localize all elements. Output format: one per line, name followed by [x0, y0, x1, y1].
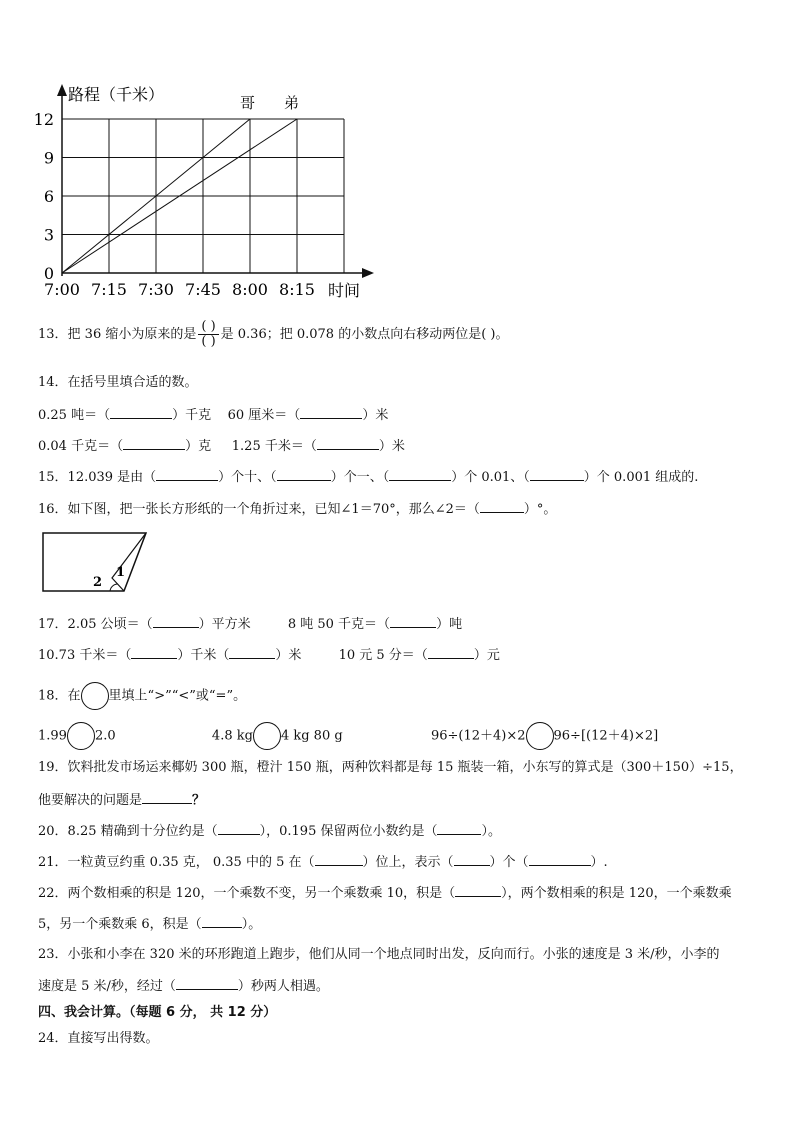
x-tick-label: 7:00 [44, 280, 80, 299]
y-tick-label: 9 [43, 148, 54, 168]
legend-younger-brother: 弟 [284, 94, 300, 112]
question-18-title: 18．在 里填上“>”“<”或“=”。 [38, 682, 246, 710]
question-15: 15．12.039 是由（ ）个十、（ ）个一、（ ）个 0.01、（ ）个 0.001 组成的. [38, 470, 699, 485]
y-tick-label: 0 [43, 264, 54, 283]
x-axis-label: 时间 [328, 281, 361, 300]
x-tick-label: 7:45 [185, 280, 221, 299]
question-20: 20．8.25 精确到十分位约是（ ），0.195 保留两位小数约是（ ）。 [38, 824, 501, 839]
y-tick-label: 6 [43, 187, 54, 206]
question-14-title: 14．在括号里填合适的数。 [38, 375, 198, 390]
compare-circle-3[interactable] [526, 722, 554, 750]
x-tick-label: 7:15 [91, 280, 127, 299]
question-17-row-2: 10.73 千米＝（ ）千米（ ）米 10 元 5 分＝（ ）元 [38, 648, 500, 663]
x-tick-label: 8:00 [232, 280, 268, 299]
question-22-line-2: 5，另一个乘数乘 6，积是（ ）。 [38, 917, 262, 932]
question-14-row-2: 0.04 千克＝（ ）克 1.25 千米＝（ ）米 [38, 439, 405, 454]
section-4-heading: 四、我会计算。（每题 6 分， 共 12 分） [38, 1005, 277, 1020]
y-axis-label: 路程（千米） [68, 85, 165, 104]
compare-circle [81, 682, 109, 710]
question-21: 21．一粒黄豆约重 0.35 克， 0.35 中的 5 在（ ）位上，表示（ ）个（ ）. [38, 855, 608, 870]
question-23-line-1: 23．小张和小李在 320 米的环形跑道上跑步，他们从同一个地点同时出发，反向而行。小张的速度是 3 米/秒，小李的 [38, 947, 720, 962]
legend-brother: 哥 [240, 94, 256, 112]
angle-1-label: 1 [116, 565, 126, 580]
y-tick-label: 3 [43, 225, 54, 245]
compare-circle-1[interactable] [67, 722, 95, 750]
question-14-row-1: 0.25 吨＝（ ）千克 60 厘米＝（ ）米 [38, 408, 389, 423]
question-22-line-1: 22．两个数相乘的积是 120，一个乘数不变，另一个乘数乘 10，积是（ ），两个数相乘的积是 120，一个乘数乘 [38, 886, 732, 901]
x-tick-label: 8:15 [279, 280, 315, 299]
compare-circle-2[interactable] [253, 722, 281, 750]
question-19-line-2: 他要解决的问题是 ？ [38, 793, 206, 808]
folded-rectangle-figure [0, 528, 794, 598]
x-tick-label: 7:30 [138, 280, 174, 299]
y-axis-arrow [57, 84, 67, 96]
question-13: 13．把 36 缩小为原来的是 $\frac{( )}{( )}$ 是 0.36；把 0.078 的小数点向右移动两位是( )。 [38, 319, 509, 349]
x-axis-arrow [362, 268, 374, 278]
question-23-line-2: 速度是 5 米/秒，经过（ ）秒两人相遇。 [38, 979, 329, 994]
question-16: 16．如下图，把一张长方形纸的一个角折过来，已知∠1＝70°，那么∠2＝（ ）°。 [38, 502, 557, 517]
question-24: 24．直接写出得数。 [38, 1031, 159, 1046]
question-19-line-1: 19．饮料批发市场运来椰奶 300 瓶，橙汁 150 瓶，两种饮料都是每 15 瓶装一箱，小东写的算式是（300＋150）÷15， [38, 760, 743, 775]
y-tick-label: 12 [33, 110, 54, 129]
question-17-row-1: 17．2.05 公顷＝（ ）平方米 8 吨 50 千克＝（ ）吨 [38, 617, 463, 632]
question-18-expressions: 1.99 2.0 4.8 kg 4 kg 80 g 96÷(12＋4)×2 96÷[(12＋4)×2] [38, 722, 658, 750]
fraction-blank: $\frac{( )}{( )}$ [198, 320, 218, 349]
distance-time-chart [0, 0, 794, 310]
angle-2-label: 2 [93, 575, 103, 590]
